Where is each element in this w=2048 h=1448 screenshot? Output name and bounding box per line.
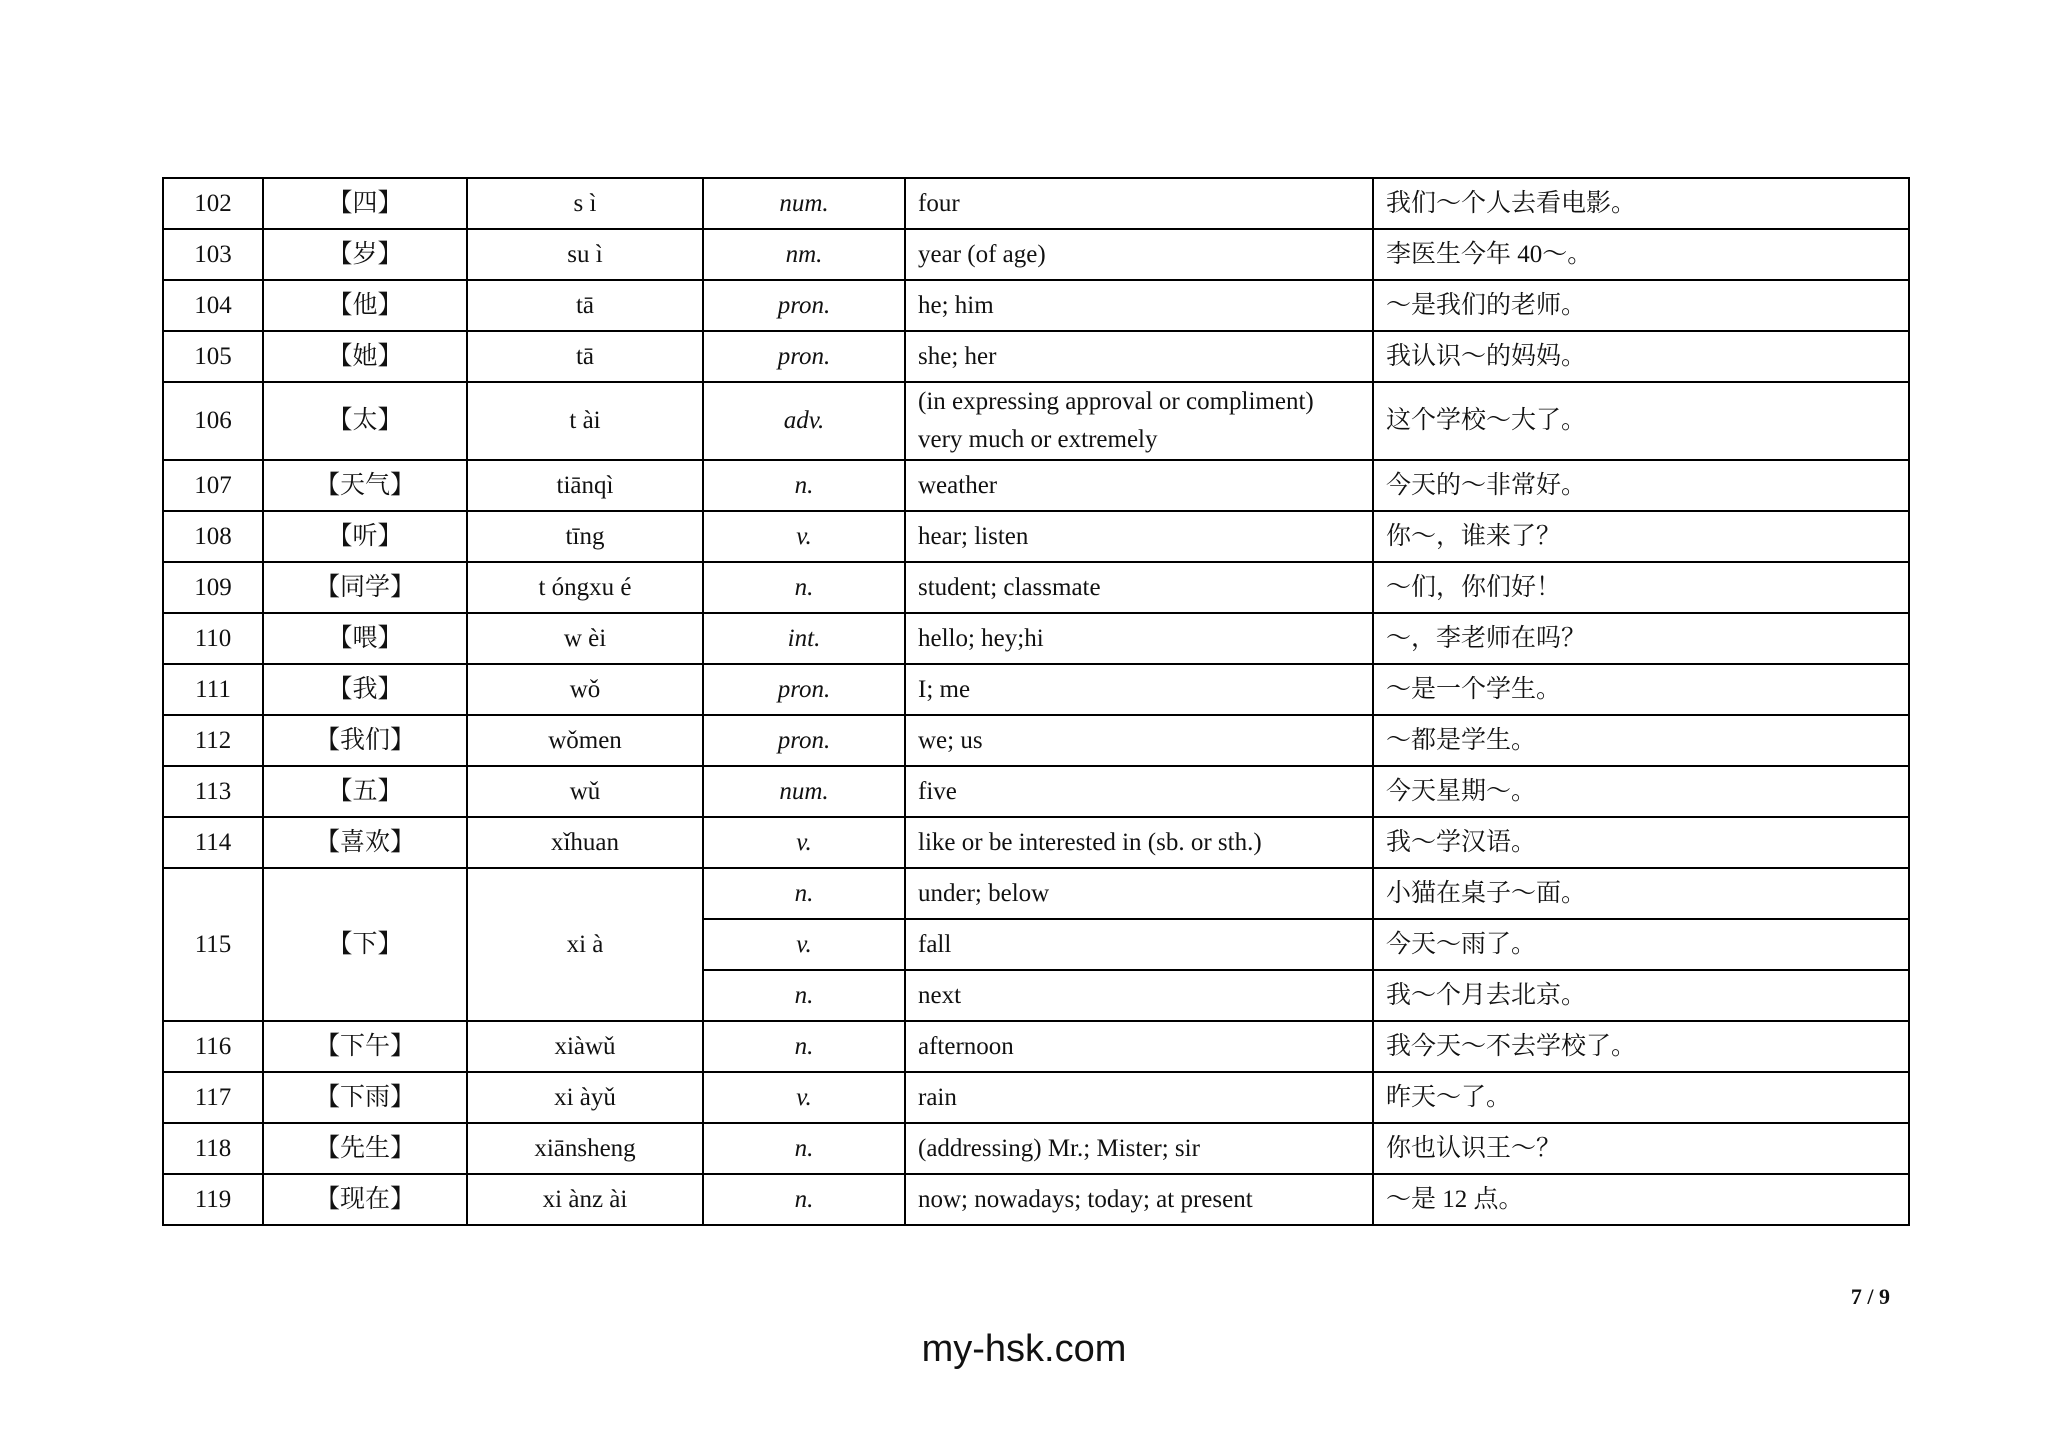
table-row — [163, 460, 1909, 511]
site-footer: my-hsk.com — [921, 1328, 1127, 1370]
entry-pinyin: wǒmen — [467, 715, 703, 766]
entry-example: 今天星期～。 — [1373, 766, 1909, 817]
entry-example: 我～学汉语。 — [1373, 817, 1909, 868]
entry-pinyin: w èi — [467, 613, 703, 664]
entry-number: 111 — [163, 664, 263, 715]
entry-pinyin: xi àyǔ — [467, 1072, 703, 1123]
page-number: 7 / 9 — [1850, 1284, 1890, 1309]
entry-word: 【下雨】 — [263, 1072, 467, 1123]
entry-word: 【同学】 — [263, 562, 467, 613]
entry-pinyin: xiàwǔ — [467, 1021, 703, 1072]
entry-pinyin: xi à — [467, 868, 703, 1021]
entry-pinyin: wǔ — [467, 766, 703, 817]
entry-part-of-speech: v. — [703, 1072, 905, 1123]
entry-part-of-speech: adv. — [703, 382, 905, 460]
entry-definition: hello; hey;hi — [905, 613, 1373, 664]
table-row — [163, 1021, 1909, 1072]
table-row — [163, 562, 1909, 613]
entry-pinyin: xiānsheng — [467, 1123, 703, 1174]
entry-example: ～是 12 点。 — [1373, 1174, 1909, 1225]
entry-pinyin: t ài — [467, 382, 703, 460]
entry-number: 102 — [163, 178, 263, 229]
entry-pinyin: tā — [467, 331, 703, 382]
entry-part-of-speech: n. — [703, 868, 905, 919]
entry-definition: I; me — [905, 664, 1373, 715]
entry-word: 【四】 — [263, 178, 467, 229]
entry-part-of-speech: pron. — [703, 715, 905, 766]
entry-number: 116 — [163, 1021, 263, 1072]
table-row — [163, 817, 1909, 868]
entry-word: 【我】 — [263, 664, 467, 715]
entry-part-of-speech: v. — [703, 919, 905, 970]
entry-definition: student; classmate — [905, 562, 1373, 613]
entry-example: 小猫在桌子～面。 — [1373, 868, 1909, 919]
entry-example: 今天～雨了。 — [1373, 919, 1909, 970]
entry-word: 【她】 — [263, 331, 467, 382]
entry-part-of-speech: v. — [703, 817, 905, 868]
entry-definition: hear; listen — [905, 511, 1373, 562]
table-row — [163, 766, 1909, 817]
entry-example: ～是一个学生。 — [1373, 664, 1909, 715]
entry-word: 【喂】 — [263, 613, 467, 664]
entry-number: 103 — [163, 229, 263, 280]
entry-definition: now; nowadays; today; at present — [905, 1174, 1373, 1225]
entry-number: 109 — [163, 562, 263, 613]
entry-word: 【下午】 — [263, 1021, 467, 1072]
entry-number: 117 — [163, 1072, 263, 1123]
entry-example: 今天的～非常好。 — [1373, 460, 1909, 511]
entry-part-of-speech: nm. — [703, 229, 905, 280]
entry-word: 【下】 — [263, 868, 467, 1021]
entry-pinyin: tiānqì — [467, 460, 703, 511]
entry-word: 【先生】 — [263, 1123, 467, 1174]
entry-number: 112 — [163, 715, 263, 766]
entry-part-of-speech: n. — [703, 460, 905, 511]
entry-example: ～们，你们好！ — [1373, 562, 1909, 613]
entry-part-of-speech: n. — [703, 1123, 905, 1174]
entry-word: 【五】 — [263, 766, 467, 817]
entry-example: 昨天～了。 — [1373, 1072, 1909, 1123]
entry-definition: five — [905, 766, 1373, 817]
entry-pinyin: xǐhuan — [467, 817, 703, 868]
entry-pinyin: xi ànz ài — [467, 1174, 703, 1225]
entry-part-of-speech: n. — [703, 1174, 905, 1225]
entry-example: 李医生今年 40～。 — [1373, 229, 1909, 280]
entry-part-of-speech: num. — [703, 766, 905, 817]
table-row — [163, 715, 1909, 766]
table-row — [163, 1174, 1909, 1225]
entry-definition: next — [905, 970, 1373, 1021]
entry-part-of-speech: n. — [703, 970, 905, 1021]
table-row — [163, 664, 1909, 715]
entry-word: 【听】 — [263, 511, 467, 562]
entry-number: 105 — [163, 331, 263, 382]
entry-example: ～，李老师在吗？ — [1373, 613, 1909, 664]
entry-definition: four — [905, 178, 1373, 229]
entry-example: 这个学校～大了。 — [1373, 382, 1909, 460]
entry-definition: she; her — [905, 331, 1373, 382]
entry-number: 118 — [163, 1123, 263, 1174]
entry-example: 我～个月去北京。 — [1373, 970, 1909, 1021]
entry-pinyin: su ì — [467, 229, 703, 280]
entry-pinyin: s ì — [467, 178, 703, 229]
entry-pinyin: wǒ — [467, 664, 703, 715]
vocabulary-table-body — [163, 178, 1909, 1225]
entry-number: 104 — [163, 280, 263, 331]
table-row — [163, 280, 1909, 331]
entry-part-of-speech: num. — [703, 178, 905, 229]
table-row — [163, 1123, 1909, 1174]
entry-example: 你～，谁来了？ — [1373, 511, 1909, 562]
entry-part-of-speech: n. — [703, 562, 905, 613]
entry-definition: (addressing) Mr.; Mister; sir — [905, 1123, 1373, 1174]
entry-word: 【现在】 — [263, 1174, 467, 1225]
entry-pinyin: t óngxu é — [467, 562, 703, 613]
entry-definition: (in expressing approval or compliment) very much or extremely — [905, 382, 1373, 460]
entry-definition: under; below — [905, 868, 1373, 919]
entry-part-of-speech: pron. — [703, 280, 905, 331]
table-row — [163, 382, 1909, 460]
vocabulary-table — [162, 177, 1910, 1226]
entry-number: 114 — [163, 817, 263, 868]
entry-part-of-speech: pron. — [703, 664, 905, 715]
entry-number: 107 — [163, 460, 263, 511]
entry-word: 【喜欢】 — [263, 817, 467, 868]
entry-part-of-speech: n. — [703, 1021, 905, 1072]
table-row — [163, 613, 1909, 664]
entry-definition: fall — [905, 919, 1373, 970]
entry-example: 我们～个人去看电影。 — [1373, 178, 1909, 229]
entry-number: 115 — [163, 868, 263, 1021]
entry-part-of-speech: pron. — [703, 331, 905, 382]
entry-definition: afternoon — [905, 1021, 1373, 1072]
entry-number: 113 — [163, 766, 263, 817]
entry-word: 【岁】 — [263, 229, 467, 280]
entry-definition: we; us — [905, 715, 1373, 766]
table-row — [163, 1072, 1909, 1123]
entry-pinyin: tā — [467, 280, 703, 331]
entry-pinyin: tīng — [467, 511, 703, 562]
entry-number: 108 — [163, 511, 263, 562]
entry-number: 106 — [163, 382, 263, 460]
entry-example: 你也认识王～？ — [1373, 1123, 1909, 1174]
entry-number: 110 — [163, 613, 263, 664]
entry-definition: weather — [905, 460, 1373, 511]
entry-definition: rain — [905, 1072, 1373, 1123]
table-row — [163, 178, 1909, 229]
entry-definition: he; him — [905, 280, 1373, 331]
entry-word: 【太】 — [263, 382, 467, 460]
entry-word: 【天气】 — [263, 460, 467, 511]
table-row — [163, 868, 1909, 919]
entry-definition: year (of age) — [905, 229, 1373, 280]
entry-example: 我认识～的妈妈。 — [1373, 331, 1909, 382]
table-row — [163, 229, 1909, 280]
entry-example: ～都是学生。 — [1373, 715, 1909, 766]
entry-example: 我今天～不去学校了。 — [1373, 1021, 1909, 1072]
entry-part-of-speech: int. — [703, 613, 905, 664]
table-row — [163, 511, 1909, 562]
entry-part-of-speech: v. — [703, 511, 905, 562]
entry-example: ～是我们的老师。 — [1373, 280, 1909, 331]
entry-word: 【他】 — [263, 280, 467, 331]
entry-definition: like or be interested in (sb. or sth.) — [905, 817, 1373, 868]
entry-word: 【我们】 — [263, 715, 467, 766]
entry-number: 119 — [163, 1174, 263, 1225]
table-row — [163, 331, 1909, 382]
